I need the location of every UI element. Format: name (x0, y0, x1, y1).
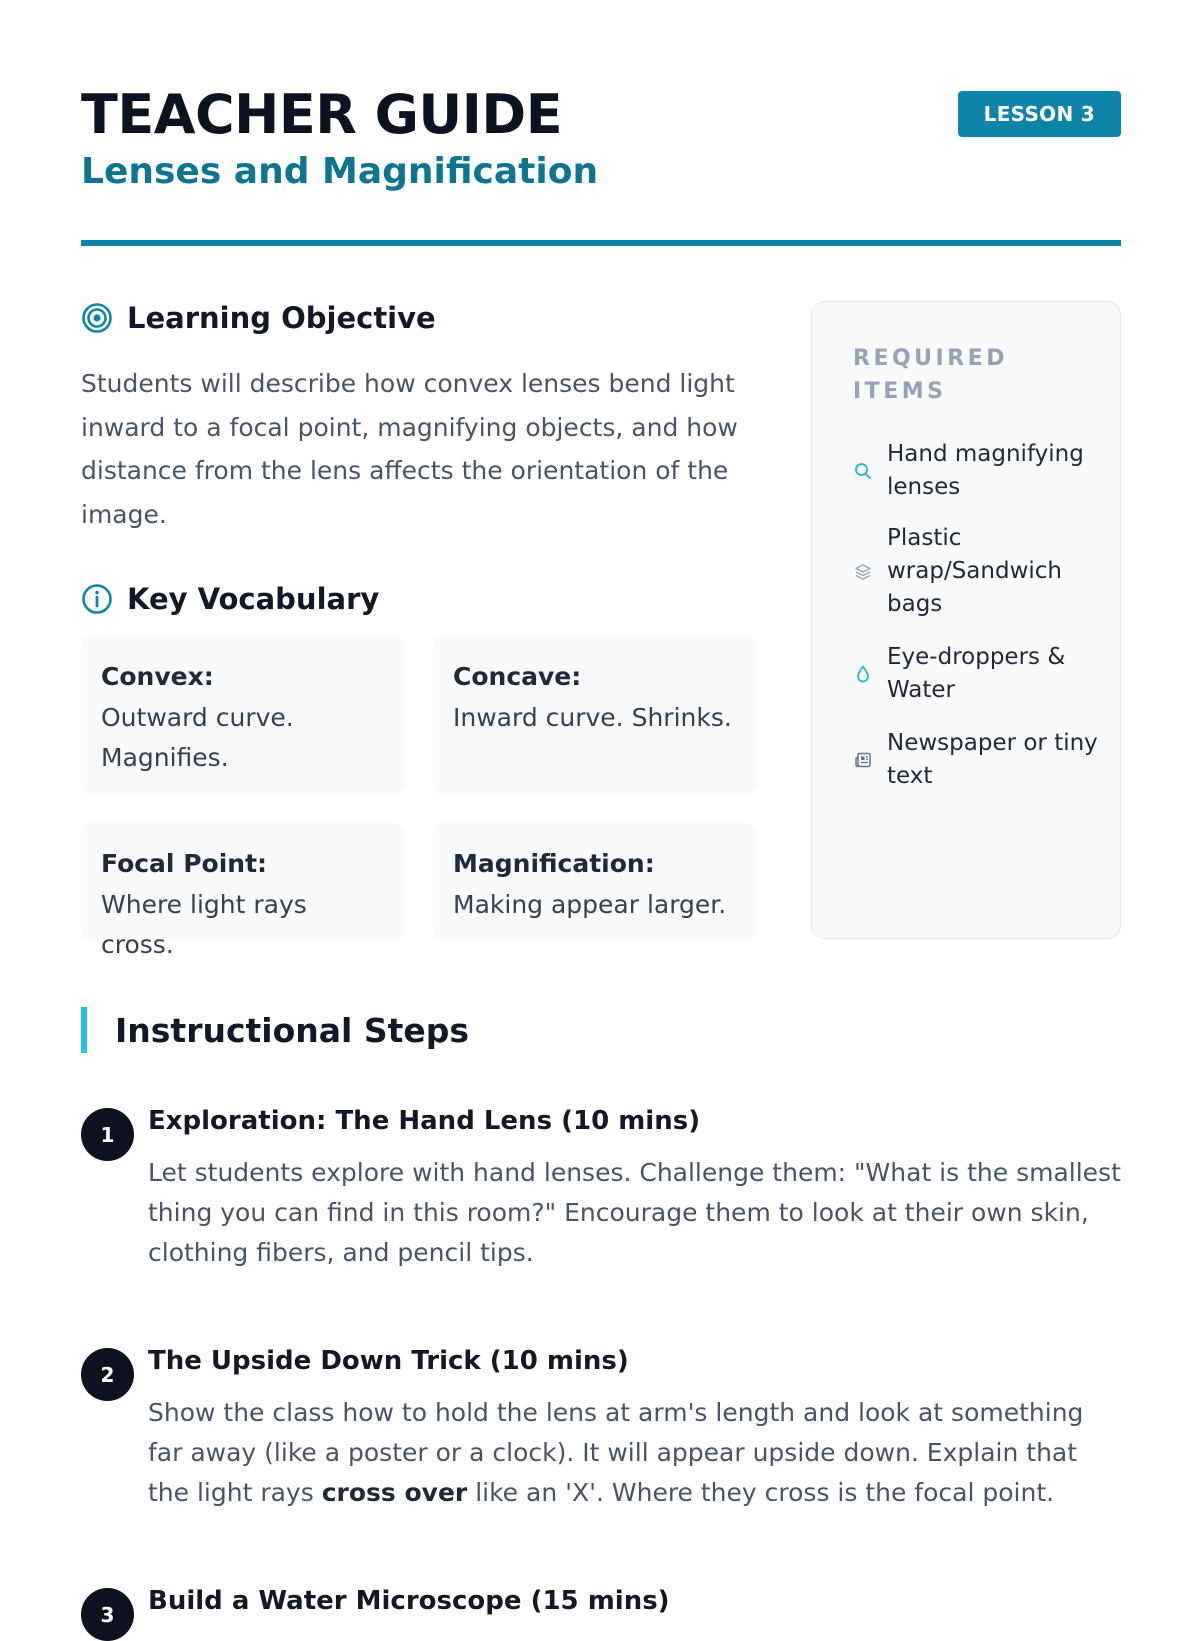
required-item-label: Hand magnifying lenses (887, 441, 1084, 500)
required-item-newspaper (853, 727, 1098, 793)
learning-objective-heading (81, 301, 436, 335)
vocab-definition: Where light rays cross. (101, 890, 307, 959)
step-number-badge: 2 (81, 1348, 134, 1401)
required-item-label: Plastic wrap/Sandwich bags (887, 525, 1063, 617)
vocab-term: Concave: (453, 662, 582, 691)
required-items-panel (811, 301, 1121, 939)
vocab-term: Convex: (101, 662, 214, 691)
step-text: Show the class how to hold the lens at arm's length and look at something far away (like a poster or a clock). It will appear upside down. Explain that the light rays (148, 1398, 1084, 1507)
info-icon (81, 583, 113, 615)
required-item-eye-droppers (853, 641, 1098, 707)
instructional-steps-heading (81, 1007, 469, 1053)
step-emphasis: cross over (321, 1478, 468, 1507)
key-vocabulary-title: Key Vocabulary (127, 582, 380, 616)
step-title: Build a Water Microscope (15 mins) (148, 1586, 670, 1616)
page-title: TEACHER GUIDE (81, 83, 563, 146)
required-item-label: Eye-droppers & Water (887, 644, 1066, 703)
vocab-term: Focal Point: (101, 849, 268, 878)
vocab-card-convex (81, 636, 405, 795)
vocab-card-magnification (433, 823, 757, 940)
step-text: like an 'X'. Where they cross is the focal point. (467, 1478, 1055, 1507)
required-item-plastic-wrap (853, 522, 1098, 621)
page-subtitle: Lenses and Magnification (81, 151, 599, 192)
vocab-term: Magnification: (453, 849, 655, 878)
key-vocabulary-heading (81, 582, 379, 616)
required-items-title: REQUIRED ITEMS (853, 346, 1008, 404)
step-number-badge: 3 (81, 1588, 134, 1641)
vocab-card-concave (433, 636, 757, 795)
required-item-hand-lenses (853, 438, 1098, 504)
droplet-icon (853, 664, 873, 684)
learning-objective-text: Students will describe how convex lenses bend light inward to a focal point, magnifying objects, and how distance from the lens affects the orientation of the image. (81, 369, 738, 529)
vocab-definition: Outward curve. Magnifies. (101, 703, 294, 772)
vocab-definition: Inward curve. Shrinks. (453, 703, 732, 732)
layers-icon (853, 562, 873, 582)
instructional-steps-title: Instructional Steps (115, 1010, 470, 1050)
lesson-badge: LESSON 3 (958, 91, 1121, 137)
search-icon (853, 461, 873, 481)
step-number-badge: 1 (81, 1108, 134, 1161)
step-title: Exploration: The Hand Lens (10 mins) (148, 1106, 701, 1136)
step-description (148, 1393, 1121, 1513)
teacher-guide-page (81, 0, 1121, 1627)
step-title: The Upside Down Trick (10 mins) (148, 1346, 629, 1376)
section-accent-bar (81, 1007, 87, 1053)
target-icon (81, 302, 113, 334)
newspaper-icon (853, 750, 873, 770)
required-item-label: Newspaper or tiny text (887, 730, 1098, 789)
vocab-card-focal-point (81, 823, 405, 959)
learning-objective-title: Learning Objective (127, 301, 436, 335)
header-divider (81, 240, 1121, 246)
step-description: Let students explore with hand lenses. Challenge them: "What is the smallest thing you can find in this room?" Encourage them to look at their own skin, clothing fibers, and pencil tips. (148, 1158, 1121, 1267)
vocab-definition: Making appear larger. (453, 890, 727, 919)
